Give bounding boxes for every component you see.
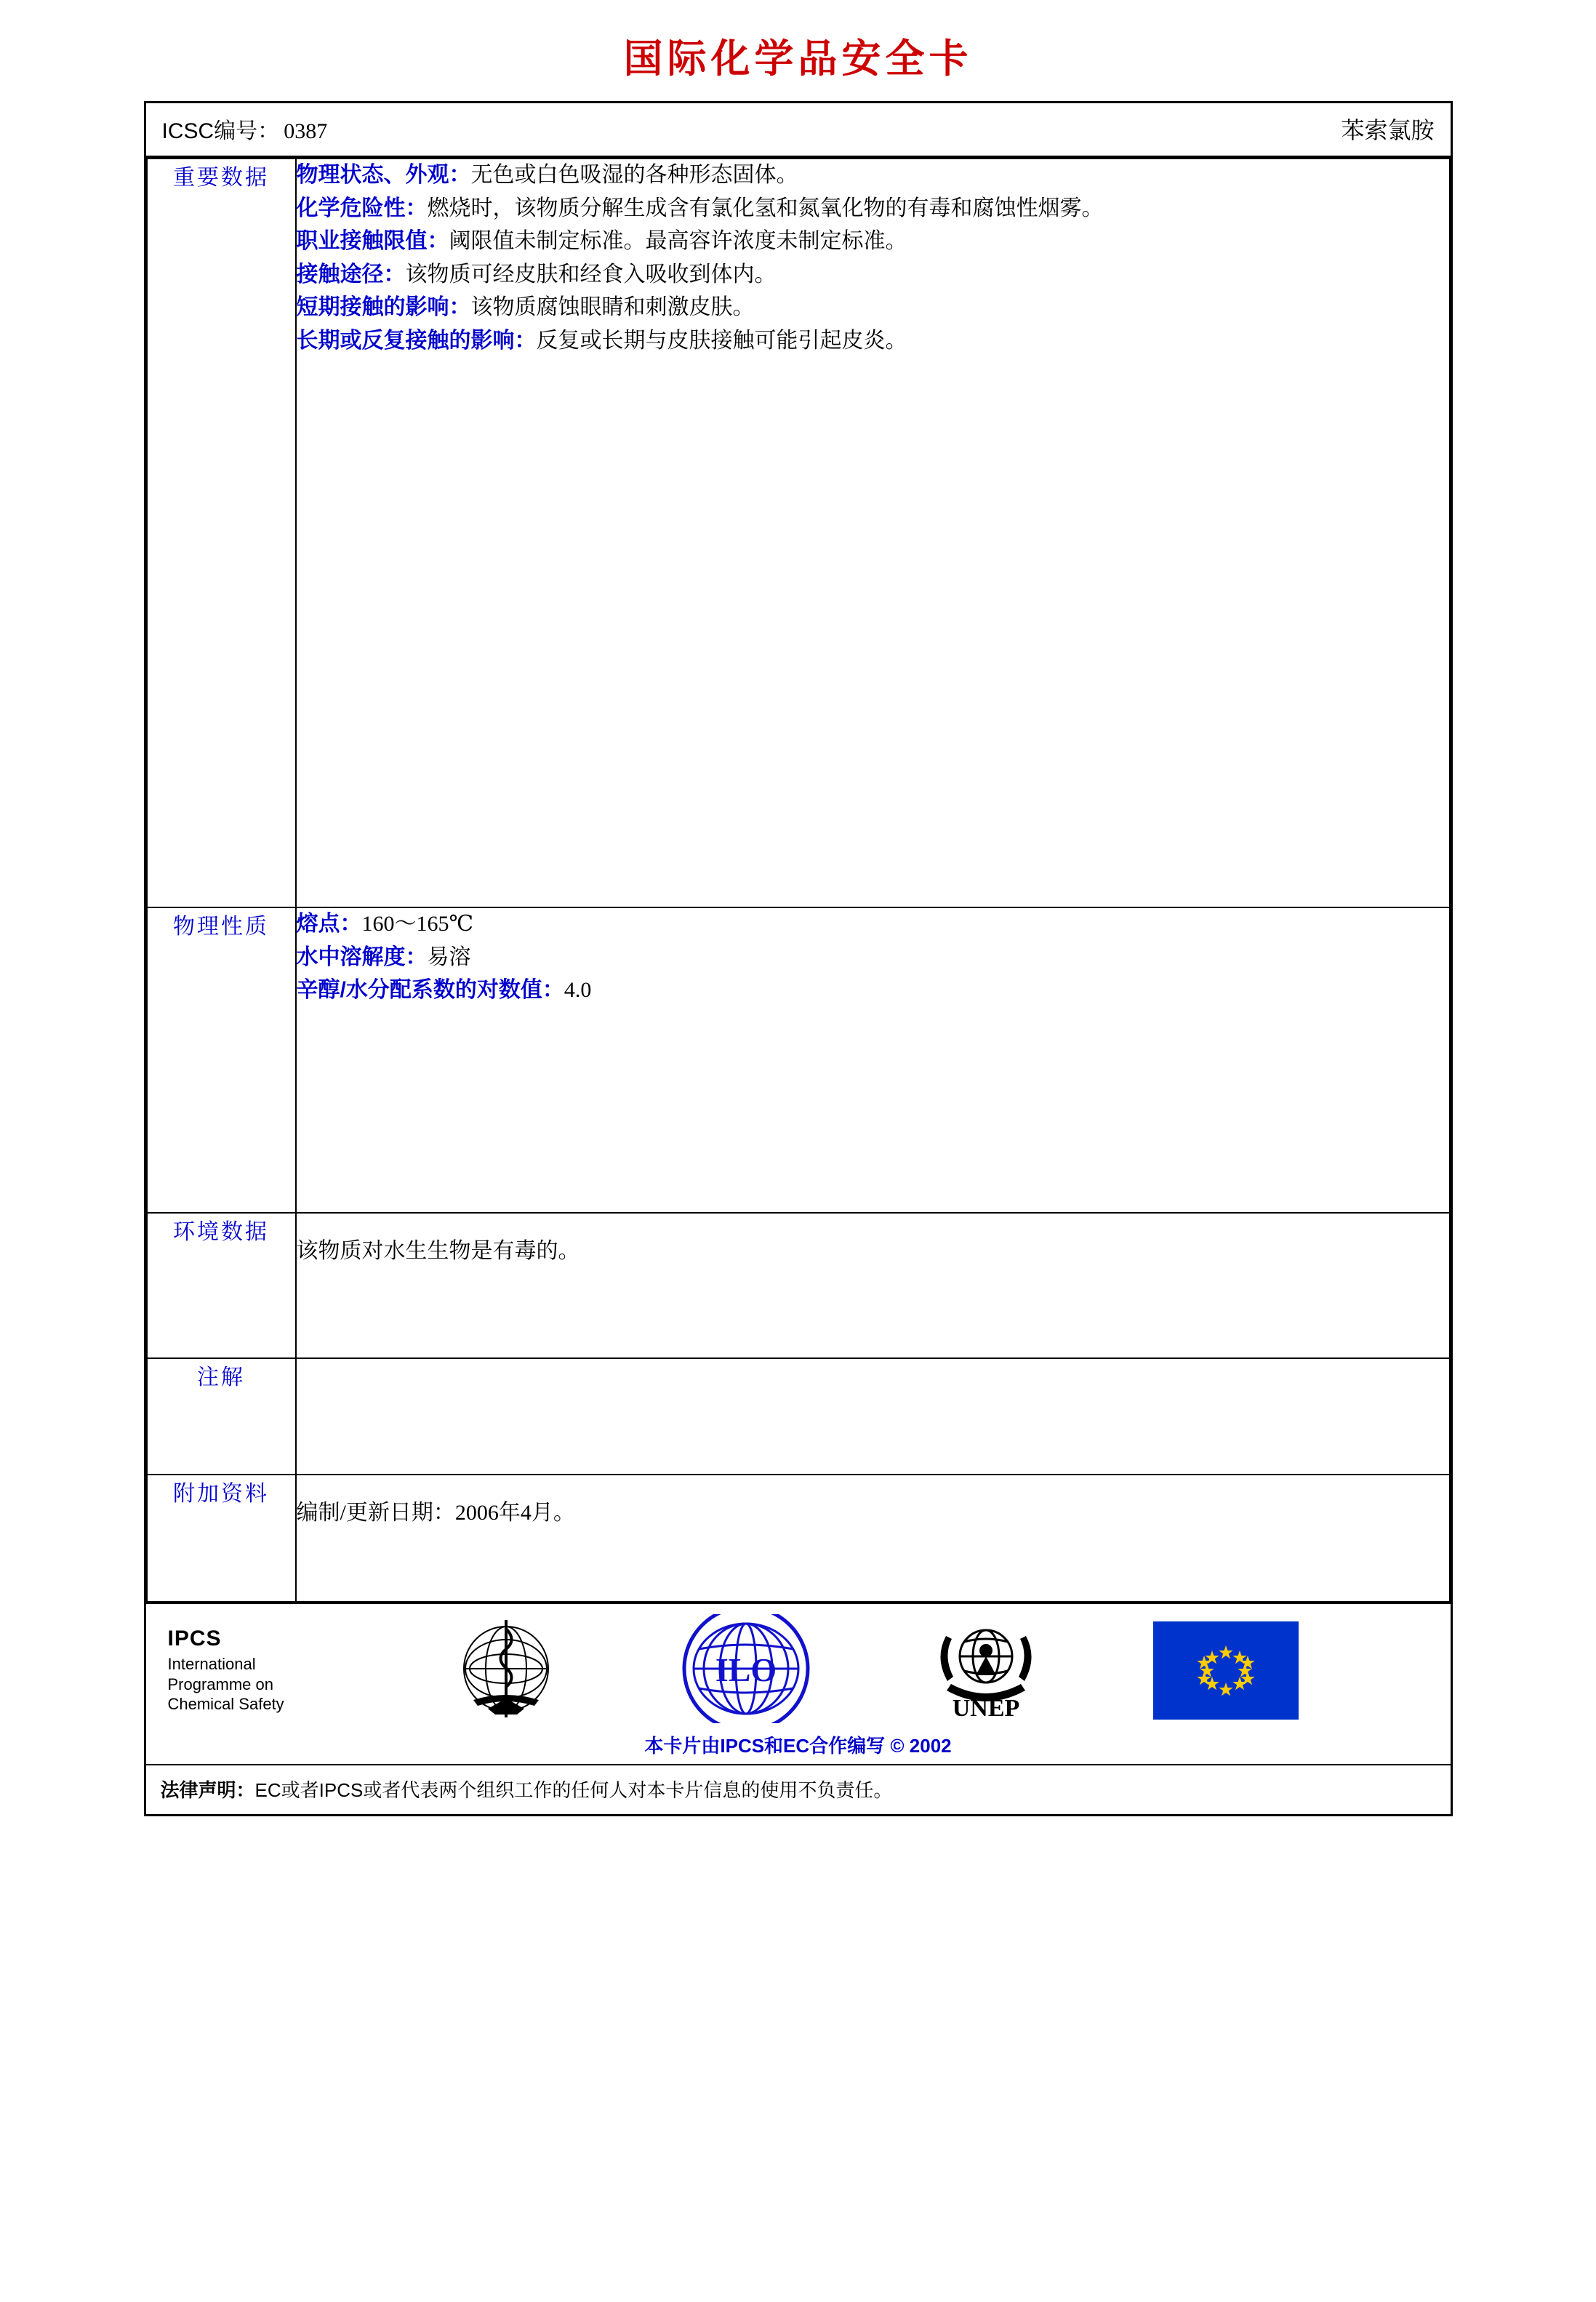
- eu-flag: [1153, 1621, 1299, 1720]
- footer-logos-band: [146, 1603, 1451, 1765]
- entry-label: 化学危险性：: [296, 196, 428, 220]
- additional-information-text: 编制/更新日期：2006年4月。: [296, 1501, 575, 1525]
- chemical-name: 苯索氯胺: [1341, 117, 1435, 143]
- ipcs-line-3: Chemical Safety: [167, 1695, 284, 1714]
- entry-physical-appearance: [297, 159, 1449, 191]
- row-body-additional-information: [296, 1475, 1450, 1602]
- unep-caption: UNEP: [952, 1695, 1019, 1722]
- entry-label: 职业接触限值：: [296, 229, 449, 253]
- entry-value: 燃烧时，该物质分解生成含有氯化氢和氮氧化物的有毒和腐蚀性烟雾。: [427, 196, 1104, 220]
- ipcs-wordmark: [161, 1627, 386, 1715]
- entry-label: 长期或反复接触的影响：: [296, 328, 537, 353]
- icsc-number: 0387: [284, 119, 328, 143]
- copyright-text: 本卡片由IPCS和EC合作编写 © 2002: [644, 1735, 952, 1757]
- row-label-important-data: 重要数据: [147, 159, 296, 907]
- legal-label: 法律声明：: [160, 1779, 255, 1801]
- safety-card: [144, 101, 1453, 1816]
- entry-value: 该物质可经皮肤和经食入吸收到体内。: [405, 262, 777, 286]
- entry-value: 阈限值未制定标准。最高容许浓度未制定标准。: [449, 229, 907, 253]
- icsc-number-group: [162, 113, 328, 145]
- row-label-physical-properties: 物理性质: [147, 907, 296, 1213]
- row-label-additional-information: 附加资料: [147, 1475, 296, 1602]
- table-row: [147, 159, 1450, 907]
- unep-logo-slot: [866, 1614, 1106, 1727]
- svg-text:ILO: ILO: [715, 1651, 777, 1688]
- page-title: 国际化学品安全卡: [623, 37, 973, 81]
- environmental-data-text: 该物质对水生生物是有毒的。: [296, 1239, 580, 1263]
- who-logo-slot: [386, 1614, 626, 1727]
- entry-value: 易溶: [427, 945, 471, 969]
- table-row: [147, 1213, 1450, 1358]
- entry-value: 无色或白色吸湿的各种形态固体。: [470, 163, 798, 187]
- entry-long-term-effects: [297, 325, 1449, 357]
- entry-routes-of-exposure: [297, 259, 1449, 291]
- entry-short-term-effects: [297, 292, 1449, 324]
- table-row: [147, 1475, 1450, 1602]
- row-label-notes: 注解: [147, 1358, 296, 1475]
- ipcs-line-1: International: [167, 1655, 256, 1674]
- ipcs-abbr: IPCS: [167, 1627, 222, 1651]
- row-body-important-data: [296, 159, 1450, 907]
- table-row: [147, 907, 1450, 1213]
- row-body-notes: [296, 1358, 1450, 1475]
- data-table: [146, 158, 1451, 1603]
- row-label-environmental-data: 环境数据: [147, 1213, 296, 1358]
- entry-melting-point: [297, 908, 1449, 940]
- entry-label: 熔点：: [296, 912, 362, 936]
- entry-value: 160～165℃: [361, 912, 474, 936]
- entry-label: 短期接触的影响：: [296, 295, 471, 319]
- entry-value: 该物质腐蚀眼睛和刺激皮肤。: [470, 295, 755, 319]
- ilo-logo-slot: [626, 1614, 866, 1727]
- logo-row: [161, 1614, 1436, 1727]
- card-header: [146, 103, 1451, 158]
- entry-label: 水中溶解度：: [296, 945, 428, 969]
- icsc-label: ICSC编号：: [161, 119, 280, 143]
- legal-notice: [146, 1765, 1451, 1814]
- ilo-logo: [670, 1614, 822, 1727]
- eu-flag-slot: [1106, 1621, 1346, 1720]
- row-body-physical-properties: [296, 907, 1450, 1213]
- table-row: [147, 1358, 1450, 1475]
- unep-logo: [913, 1614, 1059, 1727]
- who-logo: [444, 1614, 568, 1727]
- entry-value: 4.0: [564, 978, 592, 1002]
- entry-logpow: [297, 974, 1449, 1006]
- entry-water-solubility: [297, 942, 1449, 974]
- ipcs-line-2: Programme on: [167, 1675, 274, 1693]
- row-body-environmental-data: [296, 1213, 1450, 1358]
- entry-label: 辛醇/水分配系数的对数值：: [296, 978, 564, 1002]
- entry-occupational-limits: [297, 225, 1449, 257]
- entry-label: 物理状态、外观：: [296, 163, 471, 187]
- legal-text: EC或者IPCS或者代表两个组织工作的任何人对本卡片信息的使用不负责任。: [254, 1779, 893, 1801]
- entry-label: 接触途径：: [296, 262, 406, 286]
- entry-chemical-hazards: [297, 193, 1449, 225]
- entry-value: 反复或长期与皮肤接触可能引起皮炎。: [536, 328, 907, 353]
